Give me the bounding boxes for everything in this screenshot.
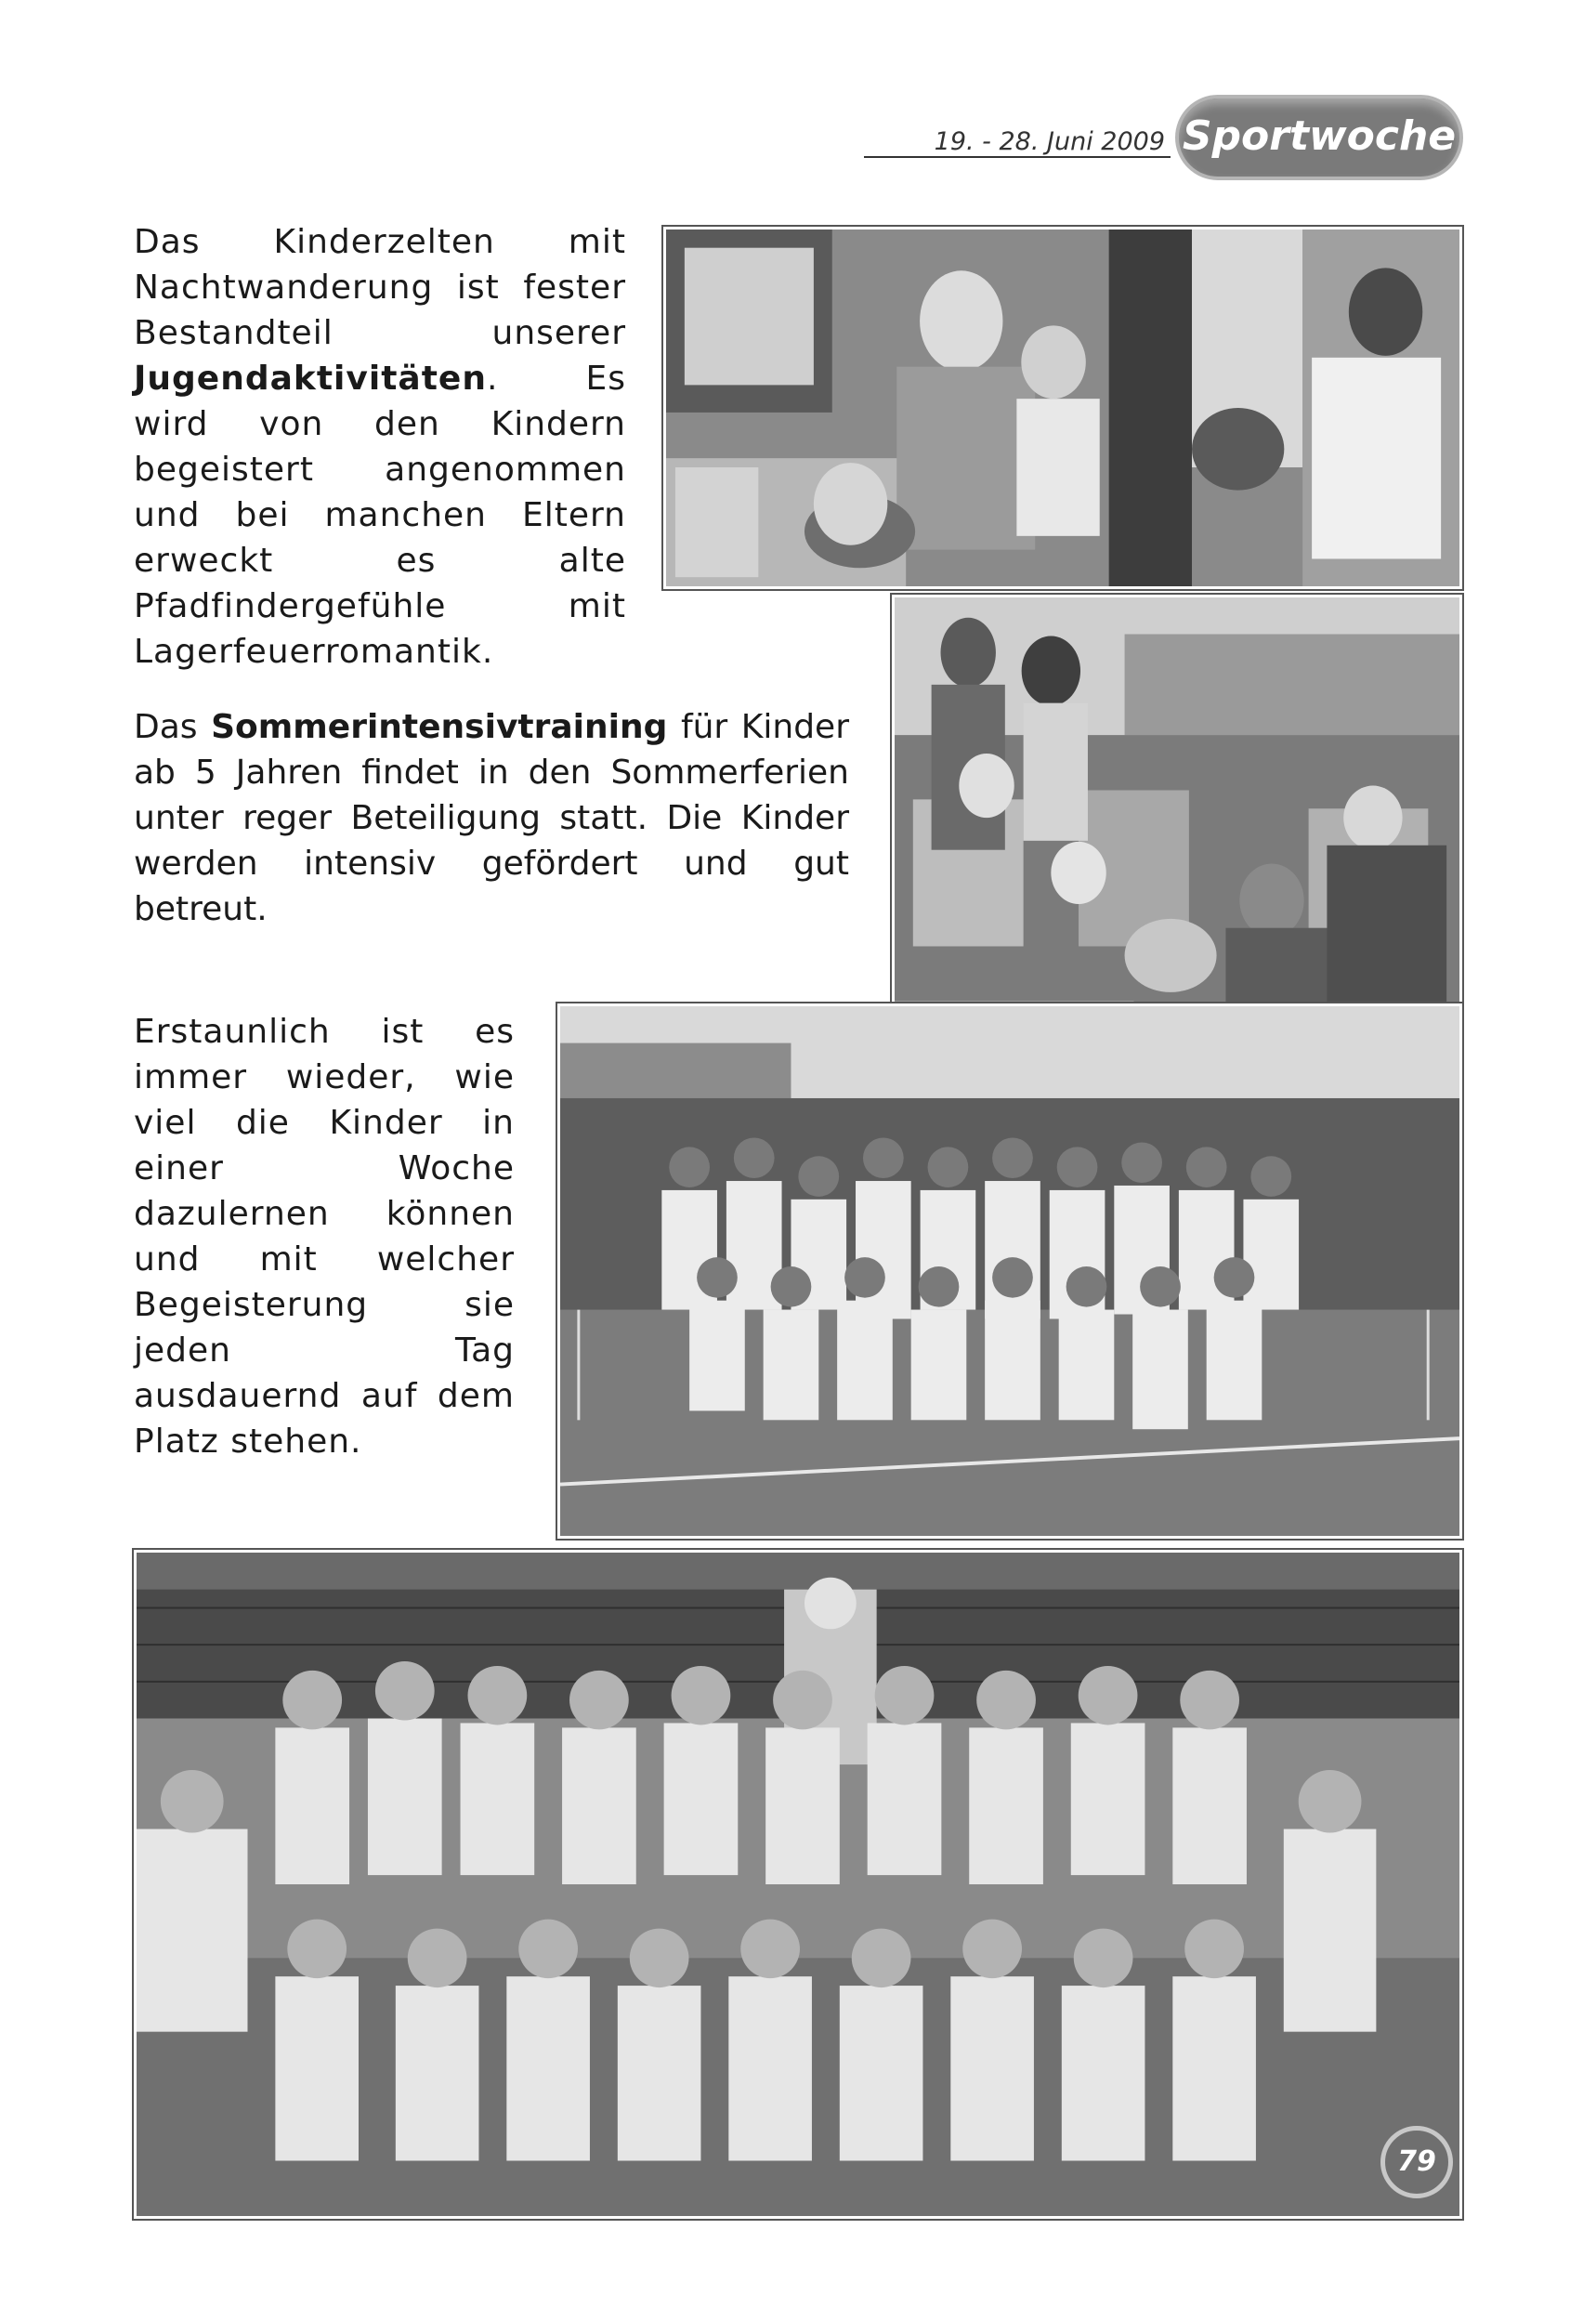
paragraph-sommerintensivtraining (134, 704, 849, 932)
paragraph-2-highlight: Sommerintensivtraining (211, 708, 668, 746)
page-number: 79 (1380, 2126, 1453, 2198)
header-date: 19. - 28. Juni 2009 (864, 126, 1171, 158)
paragraph-1-intro: Das Kinderzelten mit Nachtwanderung ist fester Bestandteil unserer (134, 223, 626, 352)
paragraph-1-highlight: Jugendaktivitäten (134, 360, 487, 398)
paragraph-1-rest: . Es wird von den Kindern begeistert angenommen und bei manchen Eltern erweckt es alte Pfadfindergefühle mit Lagerfeuerromantik. (134, 360, 626, 671)
paragraph-kinderzelten (134, 219, 626, 675)
paragraph-2-rest: für Kinder ab 5 Jahren findet in den Sommerferien unter reger Beteiligung statt. Die Kinder werden intensiv gefördert und gut betreut. (134, 708, 850, 928)
paragraph-3-text: Erstaunlich ist es immer wieder, wie viel die Kinder in einer Woche dazulernen können und mit welcher Begeisterung sie jeden Tag ausdauernd auf dem Platz stehen. (134, 1013, 515, 1461)
photo-gruppenbild (134, 1550, 1462, 2219)
sportwoche-badge: Sportwoche (1175, 95, 1463, 180)
photo-tennisgruppe (557, 1003, 1462, 1539)
paragraph-erstaunlich (134, 1009, 515, 1464)
photo-terrasse (892, 595, 1462, 1061)
photo-kinderzelten (663, 227, 1462, 589)
paragraph-2-intro: Das (134, 708, 198, 746)
